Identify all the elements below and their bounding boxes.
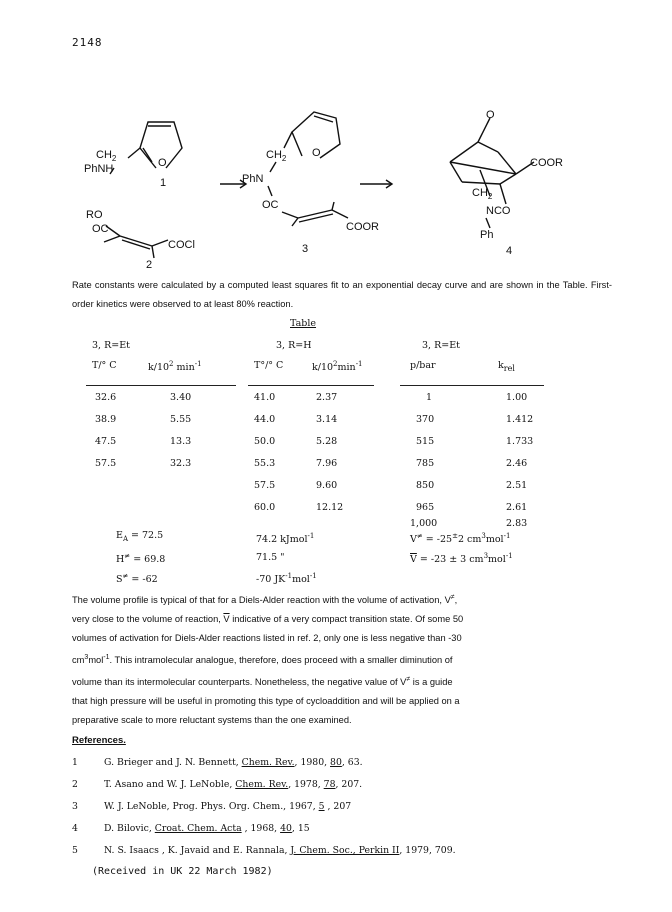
received-date: (Received in UK 22 March 1982) <box>92 866 273 877</box>
volume-paragraph <box>72 588 612 730</box>
ch2-label-4: $CH_2$ <box>472 187 493 201</box>
activation-volume: V≠ = -25±2 $cm^3mol^{-1}$ <box>410 532 511 546</box>
reference-item: 4 D. Bilovic, Croat. Chem. Acta , 1968, 40, 15 <box>72 823 310 834</box>
table-title: Table <box>290 318 317 329</box>
references-heading: References. <box>72 735 126 746</box>
col2-k: 7.96 <box>316 458 338 469</box>
ro-label: RO <box>86 209 103 221</box>
col1-k: 32.3 <box>170 458 192 469</box>
o-label-3: O <box>312 147 321 159</box>
paragraph-line: very close to the volume of reaction, $\overline{V}$ indicative of a very compact transition state. Of some 50 <box>72 614 464 625</box>
table-rule-2 <box>248 385 374 386</box>
activation-enthalpy: H≠ = 69.8 <box>116 552 166 566</box>
col2-k: 9.60 <box>316 480 338 491</box>
col2-k: 3.14 <box>316 414 338 425</box>
paragraph-line: volumes of activation for Diels-Alder reactions listed in ref. 2, only one is less negative than -30 <box>72 633 462 644</box>
col3-krel: 2.46 <box>506 458 528 469</box>
col3-pressure: 515 <box>416 436 435 447</box>
col3-krel: 1.00 <box>506 392 528 403</box>
paragraph-line: $cm^3mol^{-1}$. This intramolecular analogue, therefore, does proceed with a smaller diminution of <box>72 654 453 666</box>
header-krel: $k_{rel}$ <box>498 360 515 373</box>
rate-paragraph: Rate constants were calculated by a computed least squares fit to an exponential decay curve and are shown in the Table. First-order kinetics were observed to at least 80% reaction. <box>72 280 612 309</box>
oc-label-2: OC <box>92 223 109 235</box>
col1-temp: 47.5 <box>95 436 117 447</box>
coor-label-4: COOR <box>530 157 563 169</box>
col3-pressure: 850 <box>416 480 435 491</box>
col3-krel: 1.733 <box>506 436 534 447</box>
col1-temp: 32.6 <box>95 392 117 403</box>
col3-krel: 1.412 <box>506 414 534 425</box>
col3-krel: 2.51 <box>506 480 528 491</box>
reference-item: 3 W. J. LeNoble, Prog. Phys. Org. Chem., 1967, 5 , 207 <box>72 801 352 812</box>
oc-label-3: OC <box>262 199 279 211</box>
phn-label: PhN <box>242 173 264 185</box>
paragraph-line: that high pressure will be useful in promoting this type of cycloaddition and will be applied on a <box>72 696 460 707</box>
paragraph-line: The volume profile is typical of that for a Diels-Alder reaction with the volume of activation, V≠, <box>72 594 458 606</box>
cocl-label: COCl <box>168 239 195 251</box>
col2-temp: 50.0 <box>254 436 276 447</box>
o-label-4: O <box>486 109 495 121</box>
group-header-1: 3, R=Et <box>92 340 130 351</box>
reaction-volume: $\overline{V} = -23 \pm 3$ $cm^3mol^{-1}$ <box>410 552 513 566</box>
col2-temp: 60.0 <box>254 502 276 513</box>
ph-label: Ph <box>480 229 494 241</box>
table-rule-3 <box>400 385 544 386</box>
page-number: 2148 <box>72 36 103 49</box>
col3-pressure: 370 <box>416 414 435 425</box>
col1-k: 5.55 <box>170 414 192 425</box>
col2-k: 5.28 <box>316 436 338 447</box>
compound-number-4: 4 <box>506 245 513 257</box>
col1-temp: 57.5 <box>95 458 117 469</box>
activation-energy: $E_A = 72.5$ <box>116 530 164 543</box>
group-header-3: 3, R=Et <box>422 340 460 351</box>
col3-pressure: 965 <box>416 502 435 513</box>
col1-k: 3.40 <box>170 392 192 403</box>
col3-pressure: 785 <box>416 458 435 469</box>
header-k-1: $k/10^2$ $\min^{-1}$ <box>148 360 202 374</box>
ch2-label-3: $CH_2$ <box>266 149 287 163</box>
compound-number-2: 2 <box>146 259 153 271</box>
paragraph-line: volume than its intermolecular counterparts. Nonetheless, the negative value of V≠ is a guide <box>72 676 453 688</box>
phnh-label: PhNH <box>84 163 114 175</box>
col1-temp: 38.9 <box>95 414 117 425</box>
coor-label-3: COOR <box>346 221 379 233</box>
compound-number-1: 1 <box>160 177 167 189</box>
col3-krel: 2.83 <box>506 518 528 529</box>
col3-krel: 2.61 <box>506 502 528 513</box>
col2-k: 2.37 <box>316 392 338 403</box>
group-header-2: 3, R=H <box>276 340 312 351</box>
col2-temp: 57.5 <box>254 480 276 491</box>
col2-temp: 55.3 <box>254 458 276 469</box>
table-rule-1 <box>86 385 236 386</box>
reference-item: 2 T. Asano and W. J. LeNoble, Chem. Rev., 1978, 78, 207. <box>72 779 363 790</box>
activation-entropy-2: -70 $JK^{-1}mol^{-1}$ <box>256 572 317 586</box>
col3-pressure: 1 <box>426 392 433 403</box>
col3-pressure: 1,000 <box>410 518 438 529</box>
paragraph-line: preparative scale to more reluctant systems than the one examined. <box>72 715 352 726</box>
o-label-1: O <box>158 157 167 169</box>
nco-label: NCO <box>486 205 511 217</box>
col1-k: 13.3 <box>170 436 192 447</box>
header-temp-2: T°/° C <box>254 360 284 371</box>
activation-entropy: S≠ = -62 <box>116 572 158 586</box>
activation-energy-2: 74.2 kJmol$^{-1}$ <box>256 532 315 546</box>
reaction-scheme <box>70 100 610 280</box>
header-k-2: $k/10^2\min^{-1}$ <box>312 360 363 374</box>
ch2-label-1: $CH_2$ <box>96 149 117 163</box>
reference-item: 5 N. S. Isaacs , K. Javaid and E. Rannala, J. Chem. Soc., Perkin II, 1979, 709. <box>72 845 456 856</box>
col2-temp: 44.0 <box>254 414 276 425</box>
reference-item: 1 G. Brieger and J. N. Bennett, Chem. Rev., 1980, 80, 63. <box>72 757 363 768</box>
activation-enthalpy-2: 71.5 " <box>256 552 285 563</box>
compound-number-3: 3 <box>302 243 309 255</box>
col2-temp: 41.0 <box>254 392 276 403</box>
col2-k: 12.12 <box>316 502 344 513</box>
header-pressure: p/bar <box>410 360 436 371</box>
header-temp-1: T/° C <box>92 360 117 371</box>
